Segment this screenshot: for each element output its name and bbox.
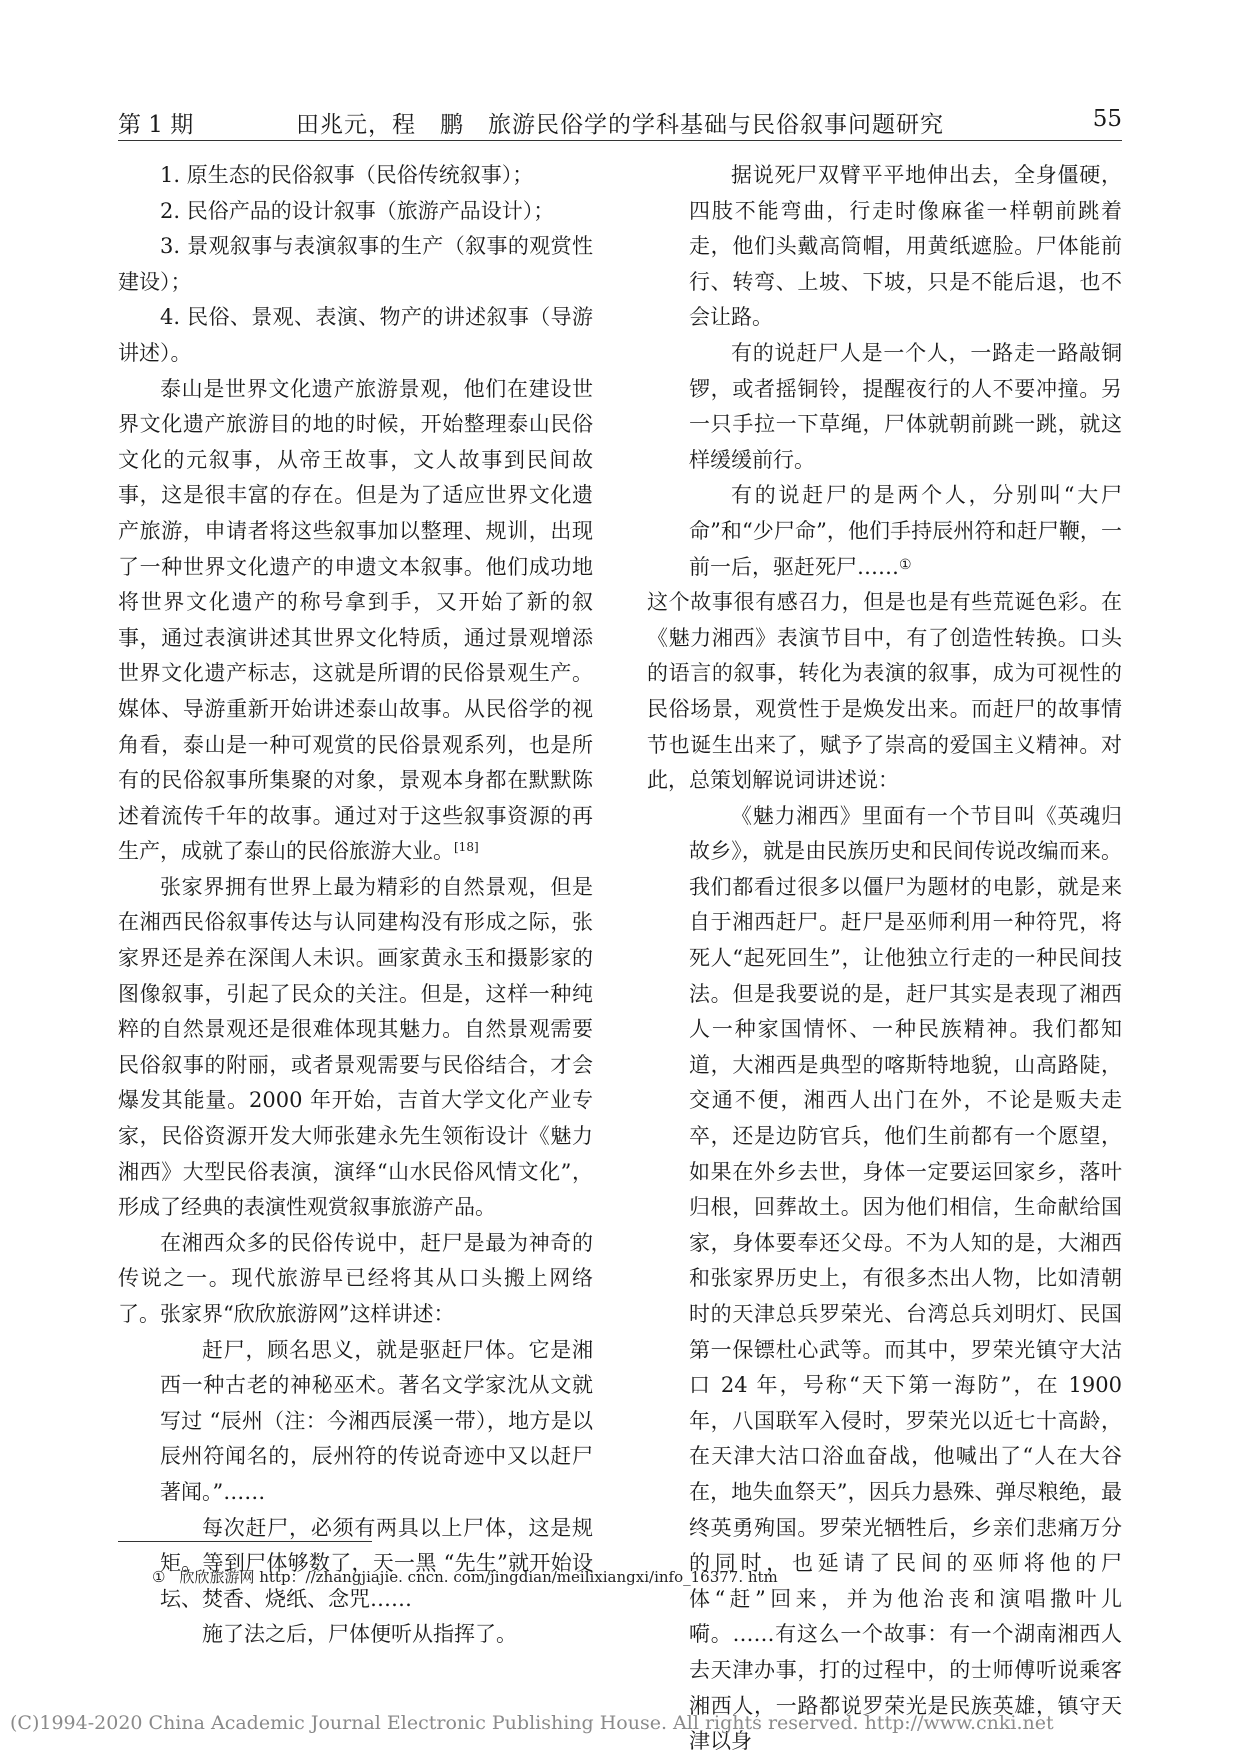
footnote <box>152 1566 778 1587</box>
paragraph-ganshi-intro: 在湘西众多的民俗传说中，赶尸是最为神奇的传说之一。现代旅游早已经将其从口头搬上网络了。张家界“欣欣旅游网”这样讲述： <box>118 1230 593 1326</box>
paragraph-transformation: 这个故事很有感召力，但是也是有些荒诞色彩。在《魅力湘西》表演节目中，有了创造性转换。口头的语言的叙事，转化为表演的叙事，成为可视性的民俗场景，观赏性于是焕发出来。而赶尸的故事情节也诞生出来了，赋予了崇高的爱国主义精神。对此，总策划解说词讲述说： <box>647 590 1122 793</box>
block-quote: 每次赶尸，必须有两具以上尸体，这是规矩。等到尸体够数了，天一黑 “先生”就开始设坛、焚香、烧纸、念咒…… <box>160 1515 593 1611</box>
list-item: 3. 景观叙事与表演叙事的生产（叙事的观赏性建设）； <box>118 234 593 294</box>
block-quote: 赶尸，顾名思义，就是驱赶尸体。它是湘西一种古老的神秘巫术。著名文学家沈从文就写过 “辰州（注：今湘西辰溪一带），地方是以辰州符闻名的，辰州符的传说奇迹中又以赶尸著闻。”…… <box>160 1337 593 1504</box>
citation-ref: [18] <box>454 840 479 855</box>
block-quote-narration: 《魅力湘西》里面有一个节目叫《英魂归故乡》，就是由民族历史和民间传说改编而来。我们都看过很多以僵尸为题材的电影，就是来自于湘西赶尸。赶尸是巫师利用一种符咒，将死人“起死回生”，让他独立行走的一种民间技法。但是我要说的是，赶尸其实是表现了湘西人一种家国情怀、一种民族精神。我们都知道，大湘西是典型的喀斯特地貌，山高路陡，交通不便，湘西人出门在外，不论是贩夫走卒，还是边防官兵，他们生前都有一个愿望，如果在外乡去世，身体一定要运回家乡，落叶归根，回葬故土。因为他们相信，生命献给国家，身体要奉还父母。不为人知的是，大湘西和张家界历史上，有很多杰出人物，比如清朝时的天津总兵罗荣光、台湾总兵刘明灯、民国第一保镖杜心武等。而其中，罗荣光镇守大沽口 24 年，号称“天下第一海防”，在 1900 年，八国联军入侵时，罗荣光以近七十高龄，在天津大沽口浴血奋战，他喊出了“人在大谷在，地失血祭天”，因兵力悬殊、弹尽粮绝，最终英勇殉国。罗荣光牺牲后，乡亲们悲痛万分的同时，也延请了民间的巫师将他的尸体“赶”回来，并为他治丧和演唱撒叶儿嗬。……有这么一个故事：有一个湖南湘西人去天津办事，打的过程中，的士师傅听说乘客湘西人，一路都说罗荣光是民族英雄，镇守天津以身 <box>689 803 1122 1754</box>
right-column <box>647 158 1122 1760</box>
running-header <box>118 100 1122 140</box>
footnote-text: 欣欣旅游网 http：//zhangjiajie. cncn. com/jingdian/meilixiangxi/info_16377. htm <box>179 1568 778 1586</box>
copyright-notice: (C)1994-2020 China Academic Journal Electronic Publishing House. All rights reserved. http://www.cnki.net <box>10 1712 1054 1734</box>
footnote-ref: ① <box>899 556 912 573</box>
footnote-rule <box>118 1541 372 1542</box>
issue-number: 第 1 期 <box>118 112 194 138</box>
header-rule <box>118 140 1122 141</box>
block-quote: 有的说赶尸人是一个人，一路走一路敲铜锣，或者摇铜铃，提醒夜行的人不要冲撞。另一只手拉一下草绳，尸体就朝前跳一跳，就这样缓缓前行。 <box>689 340 1122 472</box>
block-quote <box>647 478 1122 585</box>
footnote-mark: ① <box>152 1568 166 1586</box>
running-title: 田兆元，程 鹏 旅游民俗学的学科基础与民俗叙事问题研究 <box>296 112 944 138</box>
left-column <box>118 158 593 1653</box>
page-number: 55 <box>1092 106 1122 132</box>
list-item: 4. 民俗、景观、表演、物产的讲述叙事（导游讲述）。 <box>118 305 593 365</box>
list-item: 1. 原生态的民俗叙事（民俗传统叙事）； <box>160 163 534 187</box>
block-quote: 施了法之后，尸体便听从指挥了。 <box>202 1622 517 1647</box>
list-item: 2. 民俗产品的设计叙事（旅游产品设计）； <box>160 198 555 223</box>
paragraph-taishan <box>118 372 593 870</box>
paragraph-text: 泰山是世界文化遗产旅游景观，他们在建设世界文化遗产旅游目的地的时候，开始整理泰山民俗文化的元叙事，从帝王故事，文人故事到民间故事，这是很丰富的存在。但是为了适应世界文化遗产旅游，申请者将这些叙事加以整理、规训，出现了一种世界文化遗产的申遗文本叙事。他们成功地将世界文化遗产的称号拿到手，又开始了新的叙事，通过表演讲述其世界文化特质，通过景观增添世界文化遗产标志，这就是所谓的民俗景观生产。媒体、导游重新开始讲述泰山故事。从民俗学的视角看，泰山是一种可观赏的民俗景观系列，也是所有的民俗叙事所集聚的对象，景观本身都在默默陈述着流传千年的故事。通过对于这些叙事资源的再生产，成就了泰山的民俗旅游大业。 <box>118 376 593 864</box>
block-quote: 据说死尸双臂平平地伸出去，全身僵硬，四肢不能弯曲，行走时像麻雀一样朝前跳着走，他们头戴高筒帽，用黄纸遮脸。尸体能前行、转弯、上坡、下坡，只是不能后退，也不会让路。 <box>689 163 1122 330</box>
paragraph-zhangjiajie: 张家界拥有世界上最为精彩的自然景观，但是在湘西民俗叙事传达与认同建构没有形成之际，张家界还是养在深闺人未识。画家黄永玉和摄影家的图像叙事，引起了民众的关注。但是，这样一种纯粹的自然景观还是很难体现其魅力。自然景观需要民俗叙事的附丽，或者景观需要与民俗结合，才会爆发其能量。2000 年开始，吉首大学文化产业专家，民俗资源开发大师张建永先生领衔设计《魅力湘西》大型民俗表演，演绎“山水民俗风情文化”，形成了经典的表演性观赏叙事旅游产品。 <box>118 874 593 1220</box>
quote-text: 有的说赶尸的是两个人，分别叫“大尸命”和“少尸命”，他们手持辰州符和赶尸鞭，一前一后，驱赶死尸…… <box>689 483 1122 579</box>
